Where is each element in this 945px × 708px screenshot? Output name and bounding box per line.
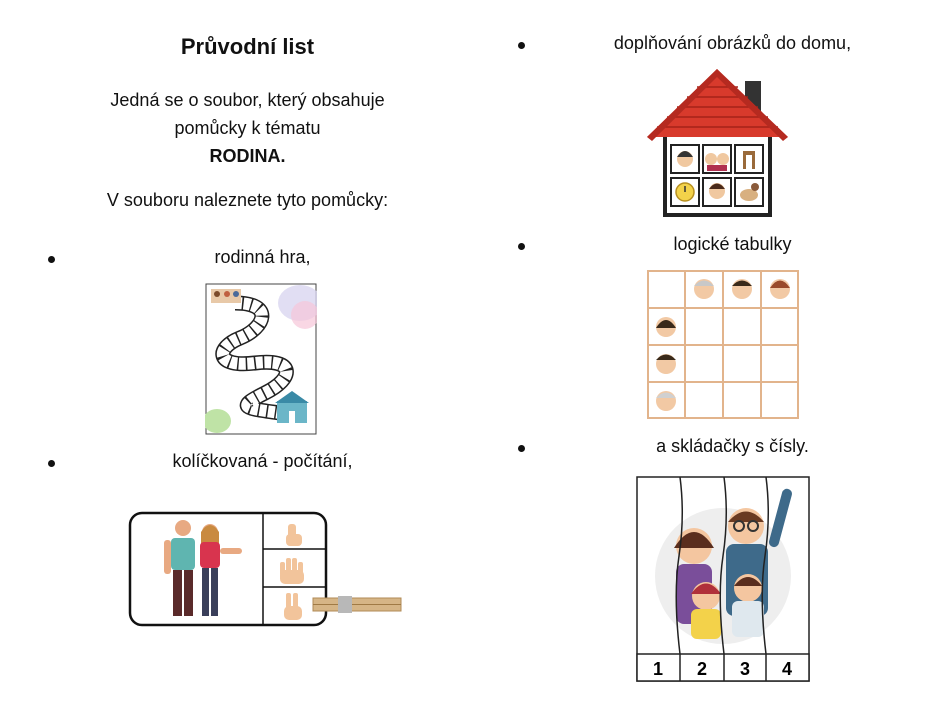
logic-table-illustration: [647, 270, 799, 420]
puzzle-number-1: 1: [652, 659, 664, 679]
bullet: [518, 243, 525, 250]
puzzle-number-3: 3: [739, 659, 751, 679]
house-picture-grid-illustration: [645, 65, 790, 218]
bullet: [48, 460, 55, 467]
item-label-logic-table: logické tabulky: [673, 234, 792, 254]
bullet: [518, 42, 525, 49]
intro-line-1: Jedná se o soubor, který obsahuje: [110, 90, 385, 110]
puzzle-number-2: 2: [696, 659, 708, 679]
peg-counting-card-illustration: [128, 510, 403, 630]
item-label-board-game: rodinná hra,: [214, 247, 311, 267]
item-label-peg-counting: kolíčkovaná - počítání,: [172, 451, 353, 471]
item-label-house: doplňování obrázků do domu,: [613, 33, 852, 53]
board-game-illustration: [205, 283, 317, 435]
puzzle-number-4: 4: [781, 659, 793, 679]
item-label-puzzle: a skládačky s čísly.: [656, 436, 809, 456]
bullet: [518, 445, 525, 452]
intro-line-2: pomůcky k tématu: [174, 118, 321, 138]
bullet: [48, 256, 55, 263]
number-puzzle-illustration: [636, 476, 811, 683]
intro-topic: RODINA.: [209, 146, 286, 166]
page-title: Průvodní list: [180, 34, 315, 59]
intro-text: [60, 86, 435, 170]
lead-text: V souboru naleznete tyto pomůcky:: [106, 190, 389, 210]
